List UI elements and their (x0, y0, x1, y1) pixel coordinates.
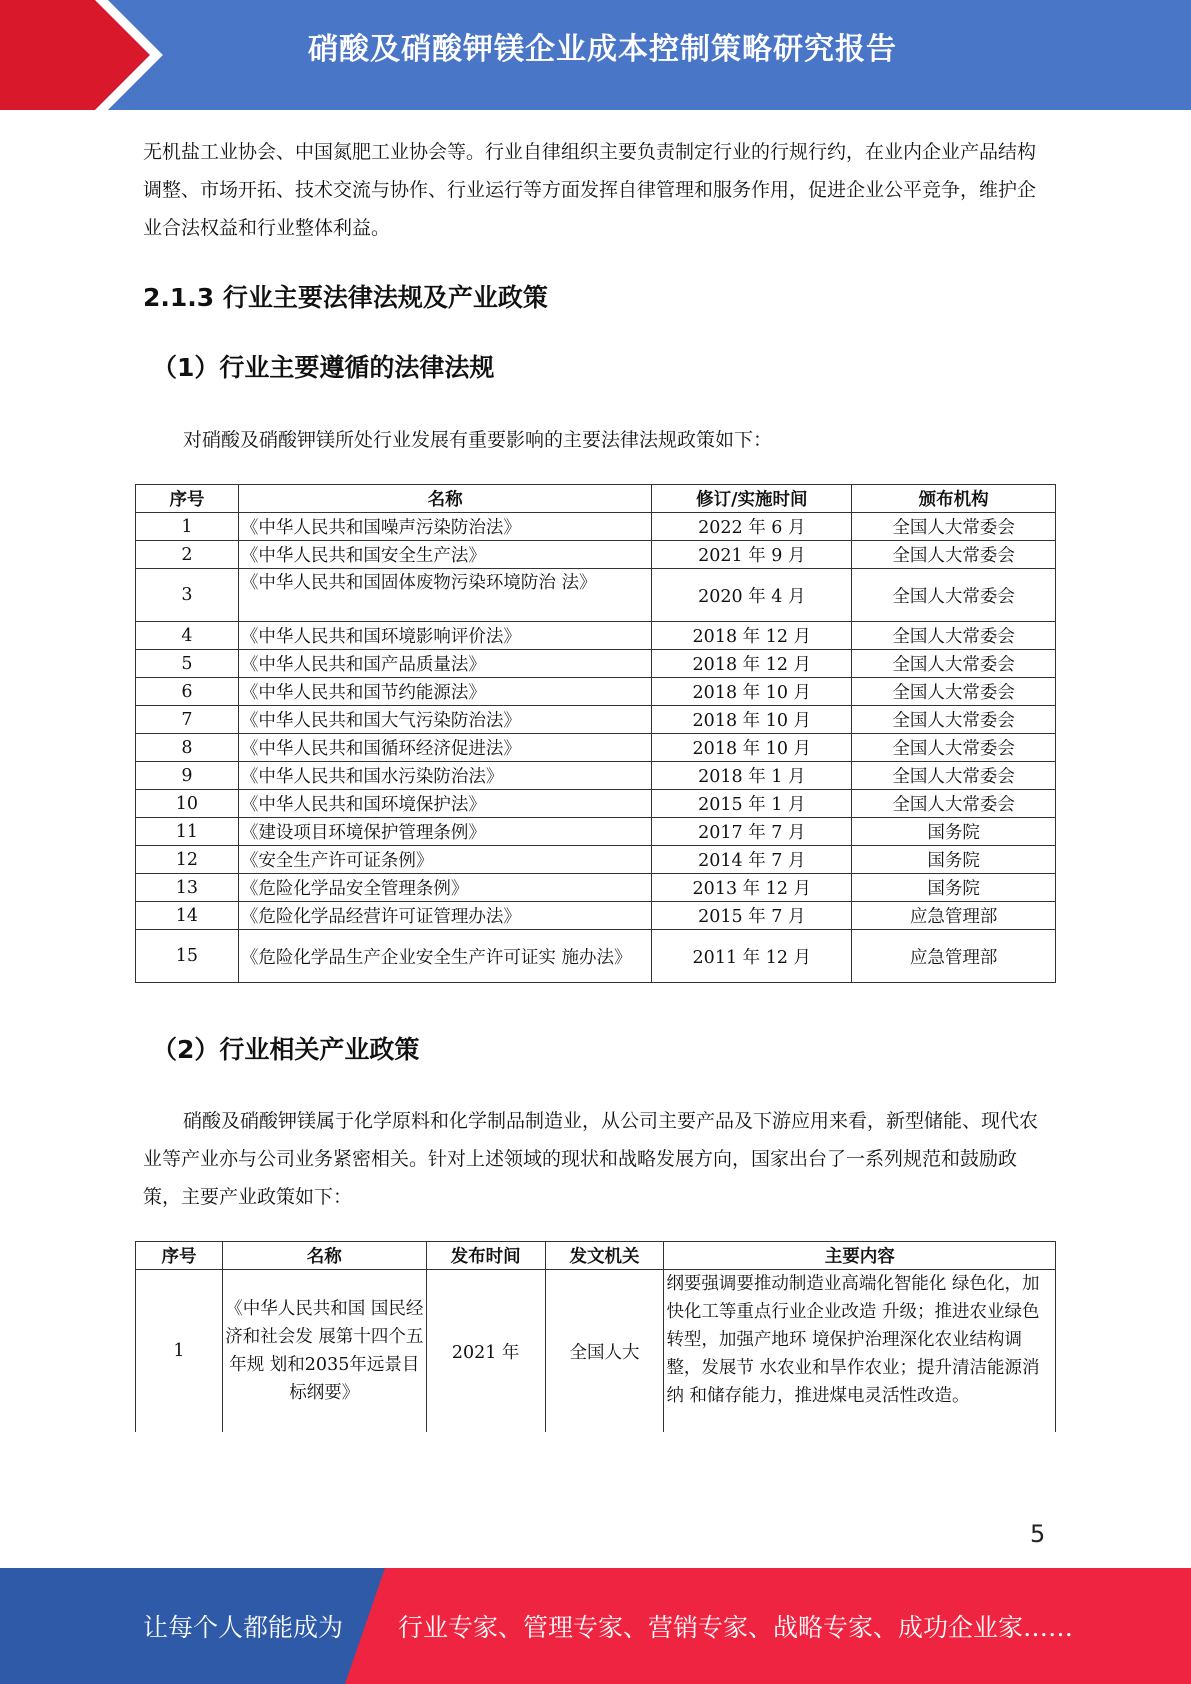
table-row (136, 541, 1056, 569)
policy-table (135, 1241, 1056, 1432)
row-date: 2014 年 7 月 (652, 846, 852, 874)
row-date: 2018 年 12 月 (652, 622, 852, 650)
row-issuer: 全国人大常委会 (852, 622, 1056, 650)
footer-slogan-left: 让每个人都能成为 (143, 1613, 344, 1642)
report-title: 硝酸及硝酸钾镁企业成本控制策略研究报告 (308, 32, 897, 67)
row-index: 11 (136, 818, 239, 846)
row-date: 2018 年 12 月 (652, 650, 852, 678)
row-issuer: 国务院 (852, 818, 1056, 846)
row-index: 15 (136, 930, 239, 983)
row-index: 1 (136, 1270, 223, 1433)
laws-table-header (136, 485, 1056, 513)
header-content: 主要内容 (664, 1242, 1056, 1270)
row-index: 9 (136, 762, 239, 790)
header-issuer: 发文机关 (545, 1242, 664, 1270)
header-date: 发布时间 (426, 1242, 545, 1270)
row-date: 2018 年 1 月 (652, 762, 852, 790)
header-name: 名称 (238, 485, 652, 513)
row-index: 3 (136, 569, 239, 622)
row-index: 1 (136, 513, 239, 541)
table-row (136, 513, 1056, 541)
page-number: 5 (1030, 1520, 1046, 1548)
table-row (136, 1270, 1056, 1433)
subsection1-heading: （1）行业主要遵循的法律法规 (152, 353, 495, 382)
row-name: 《危险化学品经营许可证管理办法》 (238, 902, 652, 930)
section-heading: 2.1.3 行业主要法律法规及产业政策 (143, 283, 548, 312)
row-date: 2015 年 1 月 (652, 790, 852, 818)
table-row (136, 874, 1056, 902)
row-index: 5 (136, 650, 239, 678)
row-issuer: 全国人大常委会 (852, 734, 1056, 762)
page-header (0, 0, 1191, 110)
row-name: 《中华人民共和国循环经济促进法》 (238, 734, 652, 762)
table-row (136, 902, 1056, 930)
row-issuer: 全国人大常委会 (852, 541, 1056, 569)
row-name: 《中华人民共和国产品质量法》 (238, 650, 652, 678)
row-date: 2021 年 (426, 1270, 545, 1433)
table-row (136, 930, 1056, 983)
row-issuer: 全国人大常委会 (852, 513, 1056, 541)
laws-table (135, 484, 1056, 983)
row-index: 10 (136, 790, 239, 818)
row-issuer: 全国人大常委会 (852, 790, 1056, 818)
row-name: 《中华人民共和国环境影响评价法》 (238, 622, 652, 650)
row-date: 2021 年 9 月 (652, 541, 852, 569)
row-name: 《建设项目环境保护管理条例》 (238, 818, 652, 846)
row-name: 《危险化学品生产企业安全生产许可证实 施办法》 (238, 930, 652, 983)
row-name: 《中华人民共和国噪声污染防治法》 (238, 513, 652, 541)
row-issuer: 全国人大常委会 (852, 569, 1056, 622)
row-name: 《中华人民共和国大气污染防治法》 (238, 706, 652, 734)
row-index: 14 (136, 902, 239, 930)
header-issuer: 颁布机构 (852, 485, 1056, 513)
table-row (136, 706, 1056, 734)
footer-slogan-right: 行业专家、管理专家、营销专家、战略专家、成功企业家…… (398, 1613, 1074, 1642)
subsection1-lead: 对硝酸及硝酸钾镁所处行业发展有重要影响的主要法律法规政策如下： (183, 429, 773, 451)
policy-table-header (136, 1242, 1056, 1270)
row-name: 《中华人民共和国节约能源法》 (238, 678, 652, 706)
header-name: 名称 (222, 1242, 426, 1270)
row-issuer: 国务院 (852, 874, 1056, 902)
row-name: 《安全生产许可证条例》 (238, 846, 652, 874)
header-index: 序号 (136, 485, 239, 513)
row-content: 纲要强调要推动制造业高端化智能化 绿色化，加快化工等重点行业企业改造 升级；推进农业绿色转型，加强产地环 境保护治理深化农业结构调整，发展节 水农业和旱作农业；提升清洁能源消纳 和储存能力，推进煤电灵活性改造。 (664, 1270, 1056, 1433)
row-name: 《中华人民共和国环境保护法》 (238, 790, 652, 818)
row-date: 2011 年 12 月 (652, 930, 852, 983)
intro-paragraph: 无机盐工业协会、中国氮肥工业协会等。行业自律组织主要负责制定行业的行规行约，在业内企业产品结构调整、市场开拓、技术交流与协作、行业运行等方面发挥自律管理和服务作用，促进企业公平竞争，维护企业合法权益和行业整体利益。 (143, 141, 1037, 239)
row-date: 2015 年 7 月 (652, 902, 852, 930)
header-date: 修订/实施时间 (652, 485, 852, 513)
header-index: 序号 (136, 1242, 223, 1270)
row-name: 《中华人民共和国 国民经济和社会发 展第十四个五年规 划和2035年远景目 标纲要》 (222, 1270, 426, 1433)
table-row (136, 846, 1056, 874)
row-date: 2022 年 6 月 (652, 513, 852, 541)
table-row (136, 818, 1056, 846)
table-row (136, 678, 1056, 706)
page-footer (0, 1568, 1191, 1684)
row-index: 12 (136, 846, 239, 874)
subsection2-lead: 硝酸及硝酸钾镁属于化学原料和化学制品制造业，从公司主要产品及下游应用来看，新型储能、现代农业等产业亦与公司业务紧密相关。针对上述领域的现状和战略发展方向，国家出台了一系列规范和鼓励政策，主要产业政策如下： (143, 1110, 1039, 1208)
row-index: 7 (136, 706, 239, 734)
row-name: 《危险化学品安全管理条例》 (238, 874, 652, 902)
row-index: 4 (136, 622, 239, 650)
row-index: 8 (136, 734, 239, 762)
row-name: 《中华人民共和国固体废物污染环境防治 法》 (238, 569, 652, 622)
row-issuer: 全国人大常委会 (852, 762, 1056, 790)
table-row (136, 650, 1056, 678)
row-date: 2018 年 10 月 (652, 734, 852, 762)
row-issuer: 应急管理部 (852, 902, 1056, 930)
row-date: 2013 年 12 月 (652, 874, 852, 902)
row-date: 2020 年 4 月 (652, 569, 852, 622)
row-index: 2 (136, 541, 239, 569)
row-issuer: 全国人大常委会 (852, 706, 1056, 734)
table-row (136, 790, 1056, 818)
table-row (136, 569, 1056, 622)
row-date: 2017 年 7 月 (652, 818, 852, 846)
table-row (136, 622, 1056, 650)
row-issuer: 国务院 (852, 846, 1056, 874)
row-issuer: 全国人大 (545, 1270, 664, 1433)
row-name: 《中华人民共和国安全生产法》 (238, 541, 652, 569)
row-issuer: 应急管理部 (852, 930, 1056, 983)
table-row (136, 762, 1056, 790)
row-date: 2018 年 10 月 (652, 706, 852, 734)
row-index: 13 (136, 874, 239, 902)
row-index: 6 (136, 678, 239, 706)
row-date: 2018 年 10 月 (652, 678, 852, 706)
subsection2-heading: （2）行业相关产业政策 (152, 1035, 420, 1064)
row-issuer: 全国人大常委会 (852, 678, 1056, 706)
row-issuer: 全国人大常委会 (852, 650, 1056, 678)
table-row (136, 734, 1056, 762)
row-name: 《中华人民共和国水污染防治法》 (238, 762, 652, 790)
